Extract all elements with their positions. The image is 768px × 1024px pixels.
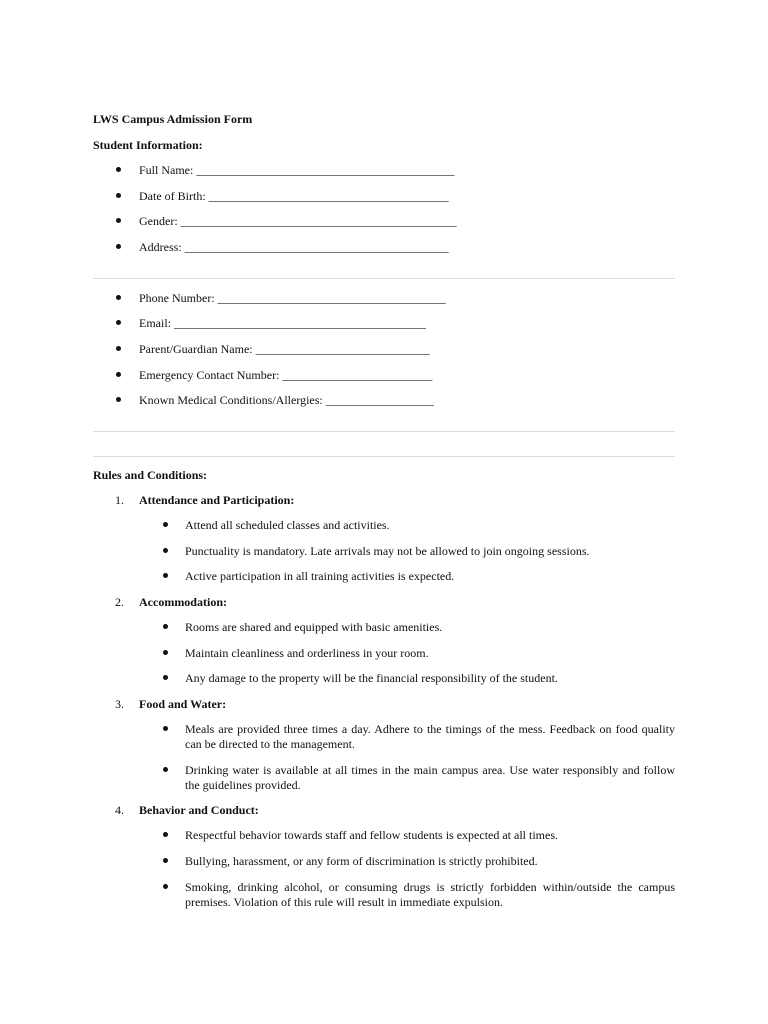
- field-blank[interactable]: ________________________________________: [208, 189, 449, 203]
- section-title: Food and Water:: [139, 697, 227, 711]
- section-title: Attendance and Participation:: [139, 493, 295, 507]
- rule-item: Active participation in all training activities is expected.: [185, 569, 455, 583]
- bullet: [116, 372, 121, 377]
- bullet: [116, 397, 121, 402]
- divider: [93, 431, 675, 432]
- bullet: [163, 858, 168, 863]
- field-email: [139, 316, 426, 331]
- field-emergency-contact: [139, 368, 432, 383]
- bullet: [163, 884, 168, 889]
- field-label: Phone Number:: [139, 291, 218, 305]
- bullet: [163, 832, 168, 837]
- rule-item: Drinking water is available at all times in the main campus area. Use water responsibly and follow the guidelines provided.: [185, 763, 675, 792]
- section-number: 3.: [115, 697, 124, 711]
- field-date-of-birth: [139, 189, 449, 204]
- bullet: [116, 167, 121, 172]
- section-number: 2.: [115, 595, 124, 609]
- bullet: [116, 244, 121, 249]
- field-label: Known Medical Conditions/Allergies:: [139, 393, 326, 407]
- divider: [93, 456, 675, 457]
- bullet: [163, 726, 168, 731]
- field-label: Full Name:: [139, 163, 197, 177]
- rule-item: Smoking, drinking alcohol, or consuming drugs is strictly forbidden within/outside the campus premises. Violation of this rule will result in immediate expulsion.: [185, 880, 675, 909]
- field-medical-conditions: [139, 393, 434, 408]
- rule-item: Rooms are shared and equipped with basic amenities.: [185, 620, 443, 634]
- student-info-heading: Student Information:: [93, 138, 203, 152]
- bullet: [163, 675, 168, 680]
- rule-item: Attend all scheduled classes and activities.: [185, 518, 390, 532]
- form-title: LWS Campus Admission Form: [93, 112, 253, 126]
- bullet: [116, 320, 121, 325]
- field-label: Emergency Contact Number:: [139, 368, 283, 382]
- divider: [93, 278, 675, 279]
- field-blank[interactable]: ___________________________________________: [196, 163, 455, 177]
- bullet: [163, 548, 168, 553]
- field-label: Parent/Guardian Name:: [139, 342, 256, 356]
- bullet: [163, 767, 168, 772]
- rule-item: Meals are provided three times a day. Adhere to the timings of the mess. Feedback on food quality can be directed to the management.: [185, 722, 675, 751]
- bullet: [116, 218, 121, 223]
- field-parent-guardian-name: [139, 342, 430, 357]
- field-blank[interactable]: ______________________________________________: [180, 214, 457, 228]
- rule-item: Respectful behavior towards staff and fellow students is expected at all times.: [185, 828, 559, 842]
- field-blank[interactable]: _____________________________: [255, 342, 430, 356]
- bullet: [163, 650, 168, 655]
- bullet: [116, 295, 121, 300]
- bullet: [116, 193, 121, 198]
- field-label: Address:: [139, 240, 185, 254]
- field-label: Date of Birth:: [139, 189, 209, 203]
- rules-heading: Rules and Conditions:: [93, 468, 208, 482]
- field-full-name: [139, 163, 454, 178]
- section-number: 4.: [115, 803, 124, 817]
- field-blank[interactable]: ______________________________________: [217, 291, 446, 305]
- rule-item: Bullying, harassment, or any form of discrimination is strictly prohibited.: [185, 854, 538, 868]
- field-blank[interactable]: __________________________________________: [174, 316, 426, 330]
- bullet: [163, 573, 168, 578]
- section-title: Accommodation:: [139, 595, 227, 609]
- field-phone-number: [139, 291, 446, 306]
- rule-item: Punctuality is mandatory. Late arrivals may not be allowed to join ongoing sessions.: [185, 544, 590, 558]
- field-blank[interactable]: _________________________: [282, 368, 433, 382]
- field-blank[interactable]: __________________: [325, 393, 434, 407]
- rule-item: Maintain cleanliness and orderliness in your room.: [185, 646, 429, 660]
- field-label: Email:: [139, 316, 174, 330]
- field-gender: [139, 214, 457, 229]
- bullet: [163, 522, 168, 527]
- field-address: [139, 240, 449, 255]
- bullet: [163, 624, 168, 629]
- section-title: Behavior and Conduct:: [139, 803, 259, 817]
- field-blank[interactable]: ____________________________________________: [184, 240, 449, 254]
- field-label: Gender:: [139, 214, 181, 228]
- bullet: [116, 346, 121, 351]
- rule-item: Any damage to the property will be the financial responsibility of the student.: [185, 671, 558, 685]
- section-number: 1.: [115, 493, 124, 507]
